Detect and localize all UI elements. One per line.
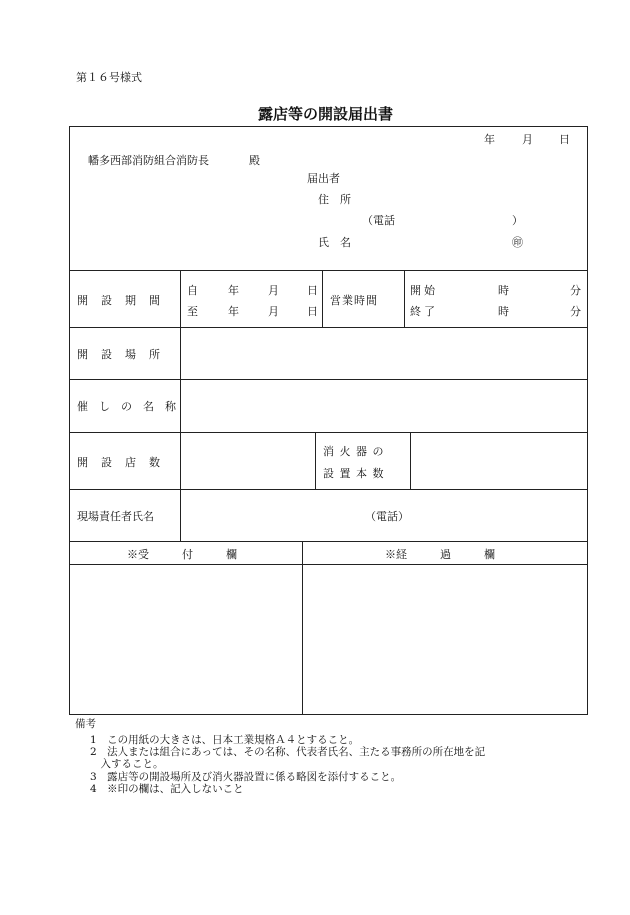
date-day: 日 — [559, 133, 570, 146]
seal-mark: ㊞ — [512, 236, 523, 249]
period-from-year: 年 — [228, 284, 239, 297]
location-label: 開 設 場 所 — [77, 348, 161, 361]
manager-phone: （電話） — [365, 510, 409, 523]
hours-label: 営業時間 — [330, 294, 378, 307]
period-from: 自 — [187, 284, 198, 297]
period-from-day: 日 — [307, 284, 318, 297]
extinguisher-label-2: 設 置 本 数 — [323, 467, 385, 480]
note-item: 1 この用紙の大きさは、日本工業規格Ａ４とすること。 — [90, 734, 360, 746]
phone-close: ） — [512, 214, 523, 227]
addressee: 幡多西部消防組合消防長 — [88, 154, 209, 167]
hours-start-minute: 分 — [570, 284, 581, 297]
phone-open: （電話 — [362, 214, 395, 227]
hours-end-hour: 時 — [498, 305, 509, 318]
date-month: 月 — [522, 133, 533, 146]
applicant-label: 届出者 — [307, 172, 340, 185]
note-item: 入すること。 — [90, 758, 164, 770]
period-to-year: 年 — [228, 305, 239, 318]
period-from-month: 月 — [268, 284, 279, 297]
note-item: 3 露店等の開設場所及び消火器設置に係る略図を添付すること。 — [90, 771, 402, 783]
period-to-month: 月 — [268, 305, 279, 318]
note-item: 2 法人または組合にあっては、その名称、代表者氏名、主たる事務所の所在地を記 — [90, 746, 486, 758]
manager-label: 現場責任者氏名 — [77, 510, 154, 523]
form-number: 第１６号様式 — [76, 71, 142, 84]
period-to-day: 日 — [307, 305, 318, 318]
hours-start: 開始 — [410, 284, 438, 297]
stalls-label: 開 設 店 数 — [77, 456, 161, 469]
date-year: 年 — [484, 133, 495, 146]
reception-column-header: ※受 付 欄 — [127, 548, 237, 561]
hours-end: 終了 — [410, 305, 438, 318]
event-name-label: 催 し の 名 称 — [77, 400, 176, 413]
page-title: 露店等の開設届出書 — [258, 105, 394, 123]
notes-heading: 備考 — [75, 718, 96, 730]
name-label: 氏 名 — [318, 236, 351, 249]
honorific: 殿 — [249, 154, 260, 167]
hours-start-hour: 時 — [498, 284, 509, 297]
address-label: 住 所 — [318, 193, 351, 206]
note-item: 4 ※印の欄は、記入しないこと — [90, 783, 244, 795]
progress-column-header: ※経 過 欄 — [385, 548, 495, 561]
period-label: 開 設 期 間 — [77, 294, 161, 307]
hours-end-minute: 分 — [570, 305, 581, 318]
extinguisher-label-1: 消 火 器 の — [323, 445, 385, 458]
period-to: 至 — [187, 305, 198, 318]
